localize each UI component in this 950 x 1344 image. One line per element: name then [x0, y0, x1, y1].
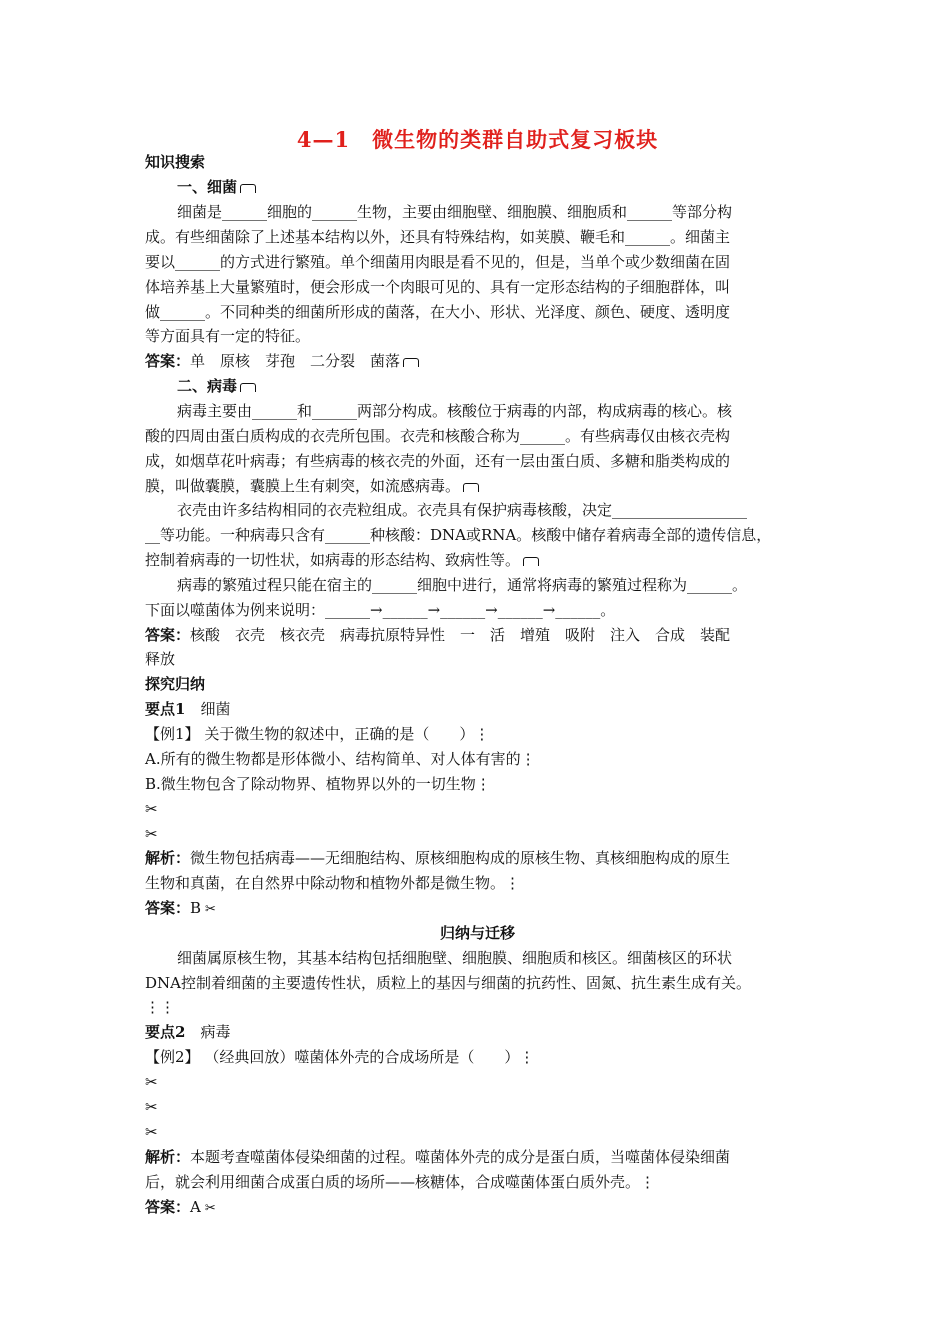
scissors-icon: ✂: [145, 825, 158, 843]
virus-answer: 答案：核酸 衣壳 核衣壳 病毒抗原特异性 一 活 增殖 吸附 注入 合成 装配: [145, 626, 731, 644]
bacteria-text-4: 体培养基上大量繁殖时，便会形成一个肉眼可见的、具有一定形态结构的子细胞群体，叫: [145, 278, 731, 296]
virus-text-8: 病毒的繁殖过程只能在宿主的______细胞中进行，通常将病毒的繁殖过程称为______。: [177, 576, 748, 594]
scissors-icon: ✂: [145, 1123, 158, 1141]
example1-option-b: B.微生物包含了除动物界、植物界以外的一切生物⋮: [145, 775, 491, 793]
edit-mark-icon: [240, 184, 256, 193]
virus-text-4: 膜，叫做囊膜，囊膜上生有刺突，如流感病毒。: [145, 474, 479, 498]
scissors-icon: ✂: [145, 1073, 158, 1091]
example1-analysis-2: 生物和真菌，在自然界中除动物和植物外都是微生物。⋮: [145, 874, 521, 892]
scissors-icon: ✂: [204, 1201, 216, 1216]
summary-text-2: DNA控制着细菌的主要遗传性状，质粒上的基因与细菌的抗药性、固氮、抗生素生成有关。: [145, 974, 751, 992]
point1-heading: 要点1 细菌: [145, 700, 231, 718]
virus-text-3: 成，如烟草花叶病毒；有些病毒的核衣壳的外面，还有一层由蛋白质、多糖和脂类构成的: [145, 452, 731, 470]
example2-question: 【例2】 （经典回放）噬菌体外壳的合成场所是（ ）⋮: [145, 1048, 535, 1066]
example2-analysis-2: 后，就会利用细菌合成蛋白质的场所——核糖体，合成噬菌体蛋白质外壳。⋮: [145, 1173, 656, 1191]
example1-option-a: A.所有的微生物都是形体微小、结构简单、对人体有害的⋮: [145, 750, 536, 768]
scissors-icon: ✂: [145, 800, 158, 818]
virus-answer-cont: 释放: [145, 650, 176, 668]
example1-analysis-1: 解析：微生物包括病毒——无细胞结构、原核细胞构成的原核生物、真核细胞构成的原生: [145, 849, 731, 867]
example1-question: 【例1】 关于微生物的叙述中，正确的是（ ）⋮: [145, 725, 490, 743]
bacteria-text-1: 细菌是______细胞的______生物，主要由细胞壁、细胞膜、细胞质和______等部分构: [177, 203, 733, 221]
bacteria-text-6: 等方面具有一定的特征。: [145, 327, 311, 345]
edit-mark-icon: [240, 383, 256, 392]
virus-text-9: 下面以噬菌体为例来说明：______→______→______→______→______。: [145, 601, 616, 619]
point2-heading: 要点2 病毒: [145, 1023, 231, 1041]
page-title: 4—1 微生物的类群自助式复习板块: [296, 127, 659, 152]
bacteria-text-2: 成。有些细菌除了上述基本结构以外，还具有特殊结构，如荚膜、鞭毛和______。细菌主: [145, 228, 731, 246]
section-knowledge: 知识搜索: [145, 153, 206, 171]
example2-answer: 答案：A ✂: [145, 1198, 216, 1216]
edit-mark-icon: [523, 557, 539, 566]
virus-text-5: 衣壳由许多结构相同的衣壳粒组成。衣壳具有保护病毒核酸，决定__________________: [177, 501, 748, 519]
virus-text-1: 病毒主要由______和______两部分构成。核酸位于病毒的内部，构成病毒的核心。核: [177, 402, 733, 420]
virus-text-7: 控制着病毒的一切性状，如病毒的形态结构、致病性等。: [145, 548, 539, 572]
bacteria-text-3: 要以______的方式进行繁殖。单个细菌用肉眼是看不见的，但是，当单个或少数细菌在固: [145, 253, 731, 271]
bacteria-answer: 答案：单 原核 芽孢 二分裂 菌落: [145, 349, 419, 373]
virus-heading: 二、病毒: [177, 374, 256, 398]
edit-mark-icon: [463, 483, 479, 492]
example1-answer: 答案：B ✂: [145, 899, 216, 917]
scissors-icon: ✂: [145, 1098, 158, 1116]
virus-text-6: __等功能。一种病毒只含有______种核酸：DNA或RNA。核酸中储存着病毒全部的遗传信息，: [145, 526, 772, 544]
bacteria-heading: 一、细菌: [177, 175, 256, 199]
example2-analysis-1: 解析：本题考查噬菌体侵染细菌的过程。噬菌体外壳的成分是蛋白质，当噬菌体侵染细菌: [145, 1148, 731, 1166]
summary-heading: 归纳与迁移: [439, 924, 515, 942]
bacteria-text-5: 做______。不同种类的细菌所形成的菌落，在大小、形状、光泽度、颜色、硬度、透明度: [145, 303, 731, 321]
virus-text-2: 酸的四周由蛋白质构成的衣壳所包围。衣壳和核酸合称为______。有些病毒仅由核衣壳构: [145, 427, 731, 445]
scissors-icon: ✂: [205, 902, 216, 917]
summary-text-3: ⋮⋮: [145, 998, 175, 1016]
edit-mark-icon: [403, 358, 419, 367]
summary-text-1: 细菌属原核生物，其基本结构包括细胞壁、细胞膜、细胞质和核区。细菌核区的环状: [177, 949, 733, 967]
section-explore: 探究归纳: [145, 675, 206, 693]
